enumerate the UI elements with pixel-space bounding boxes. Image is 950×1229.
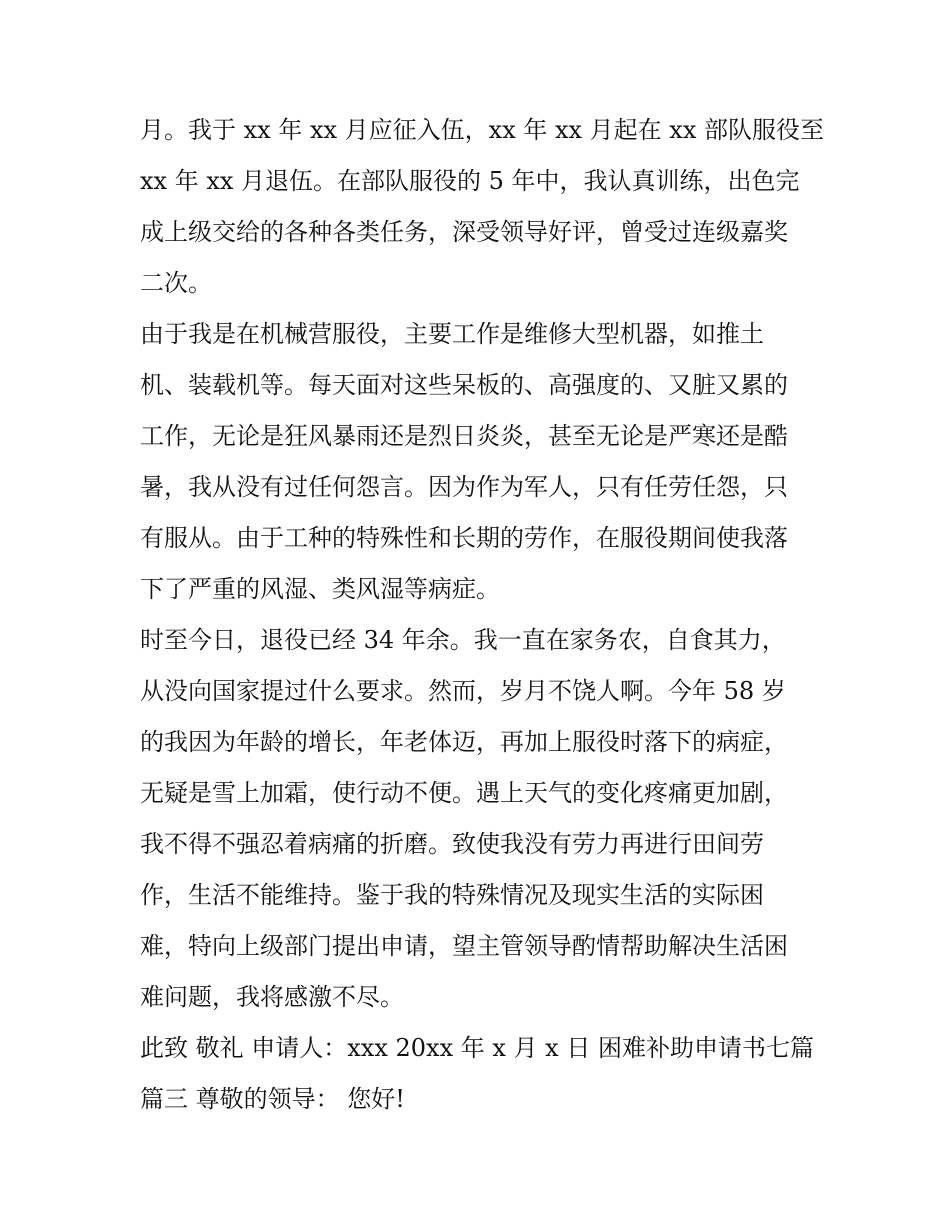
text-line-9: 有服从。由于工种的特殊性和长期的劳作，在服役期间使我落 — [140, 524, 788, 552]
text-line-17: 难，特向上级部门提出申请，望主管领导酌情帮助解决生活困 — [140, 932, 788, 960]
text-line-5: 由于我是在机械营服役，主要工作是维修大型机器，如推土 — [140, 320, 764, 348]
text-line-7: 工作，无论是狂风暴雨还是烈日炎炎，甚至无论是严寒还是酷 — [140, 422, 788, 450]
text-line-14: 无疑是雪上加霜，使行动不便。遇上天气的变化疼痛更加剧， — [140, 779, 788, 807]
text-line-6: 机、装载机等。每天面对这些呆板的、高强度的、又脏又累的 — [140, 371, 788, 399]
text-line-1: 月。我于 xx 年 xx 月应征入伍，xx 年 xx 月起在 xx 部队服役至 — [140, 116, 825, 144]
text-line-12: 从没向国家提过什么要求。然而，岁月不饶人啊。今年 58 岁 — [140, 677, 786, 705]
text-line-4: 二次。 — [140, 269, 212, 297]
text-line-10: 下了严重的风湿、类风湿等病症。 — [140, 575, 500, 603]
text-line-11: 时至今日，退役已经 34 年余。我一直在家务农，自食其力， — [140, 626, 786, 654]
text-line-13: 的我因为年龄的增长，年老体迈，再加上服役时落下的病症， — [140, 728, 788, 756]
text-line-16: 作，生活不能维持。鉴于我的特殊情况及现实生活的实际困 — [140, 881, 764, 909]
text-line-2: xx 年 xx 月退伍。在部队服役的 5 年中，我认真训练，出色完 — [140, 167, 800, 195]
text-line-19: 此致 敬礼 申请人：xxx 20xx 年 x 月 x 日 困难补助申请书七篇 — [140, 1034, 814, 1062]
text-line-3: 成上级交给的各种各类任务，深受领导好评，曾受过连级嘉奖 — [140, 218, 788, 246]
text-line-20: 篇三 尊敬的领导： 您好! — [140, 1085, 405, 1113]
text-line-15: 我不得不强忍着病痛的折磨。致使我没有劳力再进行田间劳 — [140, 830, 764, 858]
document-body — [140, 108, 825, 1128]
text-line-8: 暑，我从没有过任何怨言。因为作为军人，只有任劳任怨，只 — [140, 473, 788, 501]
text-line-18: 难问题，我将感激不尽。 — [140, 983, 404, 1011]
